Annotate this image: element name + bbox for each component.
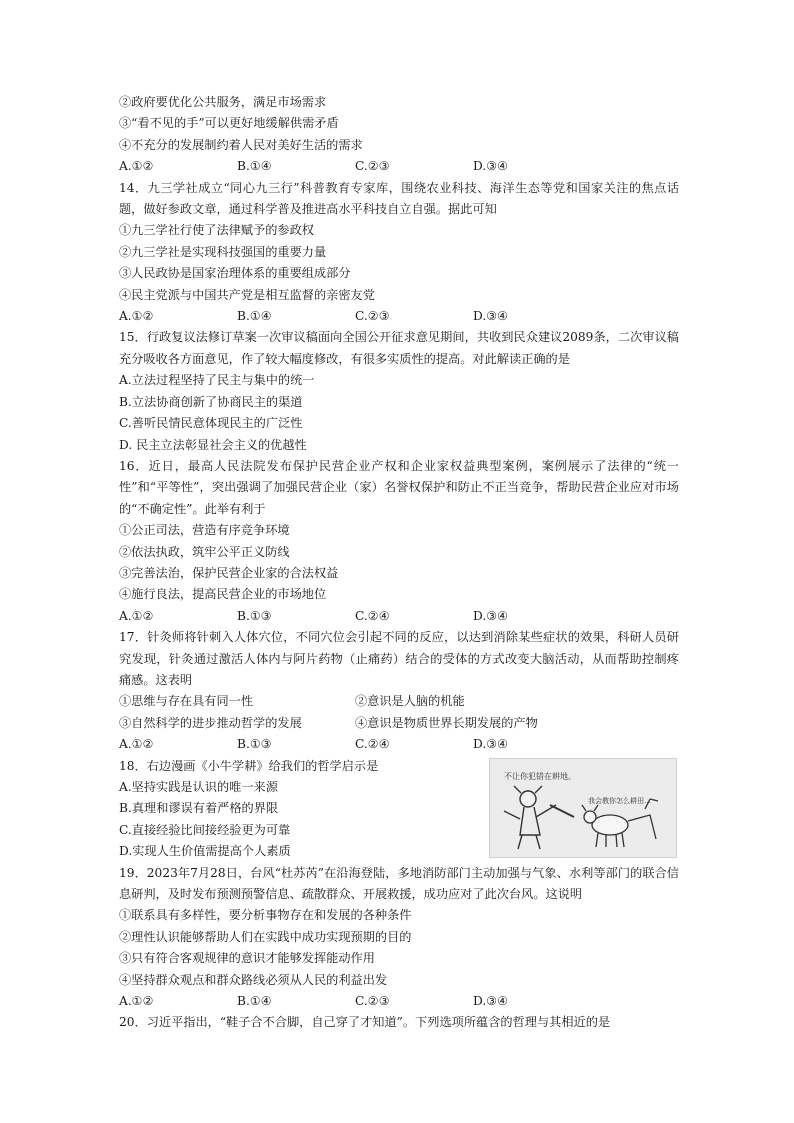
q16-stem: 16．近日，最高人民法院发布保护民营企业产权和企业家权益典型案例，案例展示了法律的“统一性”和“平等性”，突出强调了加强民营企业（家）名誉权保护和防止不正当竞争，帮助民营企业应对市场的“不确定性”。此举有利于 — [119, 458, 679, 516]
exam-page — [119, 92, 679, 1034]
cartoon-caption-right: 我会教你怎么耕田… — [588, 796, 651, 805]
option-c[interactable]: C.②③ — [355, 994, 390, 1009]
option-a[interactable]: A.①② — [119, 608, 154, 623]
q14-item-1: ①九三学社行使了法律赋予的参政权 — [119, 223, 314, 238]
q17-item-1: ①思维与存在具有同一性 — [119, 694, 254, 709]
q13-item-3: ③“看不见的手”可以更好地缓解供需矛盾 — [119, 116, 339, 131]
option-d[interactable]: D.③④ — [473, 737, 509, 752]
option-d[interactable]: D.③④ — [473, 608, 509, 623]
q16-item-2: ②依法执政，筑牢公平正义防线 — [119, 544, 290, 559]
small-ox-figure — [582, 799, 658, 847]
option-a[interactable]: A.①② — [119, 309, 154, 324]
q17-items-row-1 — [119, 691, 679, 712]
q15-option-c[interactable]: C.善听民情民意体现民主的广泛性 — [119, 416, 303, 431]
q16-item-1: ①公正司法，营造有序竞争环境 — [119, 523, 290, 538]
q17-item-3: ③自然科学的进步推动哲学的发展 — [119, 715, 302, 730]
option-a[interactable]: A.①② — [119, 737, 154, 752]
option-d[interactable]: D.③④ — [473, 309, 509, 324]
q19-stem: 19．2023年7月28日，台风“杜苏芮”在沿海登陆，多地消防部门主动加强与气象、水利等部门的联合信息研判，及时发布预测预警信息、疏散群众、开展救援，成功应对了此次台风。这说明 — [119, 865, 679, 902]
q18-stem: 18．右边漫画《小牛学耕》给我们的哲学启示是 — [119, 758, 379, 773]
cartoon-drawing — [490, 759, 676, 857]
q20-stem: 20．习近平指出，“鞋子合不合脚，自己穿了才知道”。下列选项所蕴含的哲理与其相近的是 — [119, 1015, 611, 1030]
q14-options — [119, 306, 679, 327]
q17-items-row-2 — [119, 713, 679, 734]
q13-item-4: ④不充分的发展制约着人民对美好生活的需求 — [119, 137, 363, 152]
option-b[interactable]: B.①③ — [237, 608, 272, 623]
option-b[interactable]: B.①④ — [237, 994, 272, 1009]
cartoon-image — [489, 758, 677, 858]
option-c[interactable]: C.②③ — [355, 159, 390, 174]
q15-option-d[interactable]: D. 民主立法彰显社会主义的优越性 — [119, 437, 307, 452]
q19-item-1: ①联系具有多样性，要分析事物存在和发展的各种条件 — [119, 908, 412, 923]
q14-item-3: ③人民政协是国家治理体系的重要组成部分 — [119, 266, 351, 281]
option-b[interactable]: B.①③ — [237, 737, 272, 752]
q19-item-4: ④坚持群众观点和群众路线必须从人民的利益出发 — [119, 972, 388, 987]
option-c[interactable]: C.②③ — [355, 309, 390, 324]
q19-item-2: ②理性认识能够帮助人们在实践中成功实现预期的目的 — [119, 929, 412, 944]
cartoon-caption-left: 不让你犯错在耕地。 — [504, 771, 576, 781]
option-d[interactable]: D.③④ — [473, 994, 509, 1009]
q19-options — [119, 991, 679, 1012]
q17-item-4: ④意识是物质世界长期发展的产物 — [355, 715, 538, 730]
option-d[interactable]: D.③④ — [473, 159, 509, 174]
option-a[interactable]: A.①② — [119, 994, 154, 1009]
q16-options — [119, 606, 679, 627]
q14-stem: 14．九三学社成立“同心九三行”科普教育专家库，围绕农业科技、海洋生态等党和国家关注的焦点话题，做好参政文章，通过科学普及推进高水平科技自立自强。据此可知 — [119, 180, 679, 217]
q13-item-2: ②政府要优化公共服务，满足市场需求 — [119, 95, 327, 109]
option-a[interactable]: A.①② — [119, 159, 154, 174]
q17-item-2: ②意识是人脑的机能 — [355, 694, 465, 709]
q18-option-d[interactable]: D.实现人生价值需提高个人素质 — [119, 844, 291, 859]
q17-options — [119, 734, 679, 755]
q14-item-2: ②九三学社是实现科技强国的重要力量 — [119, 244, 327, 259]
option-b[interactable]: B.①④ — [237, 309, 272, 324]
q14-item-4: ④民主党派与中国共产党是相互监督的亲密友党 — [119, 287, 375, 302]
option-c[interactable]: C.②④ — [355, 737, 390, 752]
option-b[interactable]: B.①④ — [237, 159, 272, 174]
q16-item-4: ④施行良法，提高民营企业的市场地位 — [119, 587, 327, 602]
q15-stem: 15．行政复议法修订草案一次审议稿面向全国公开征求意见期间，共收到民众建议2089条，二次审议稿充分吸收各方面意见，作了较大幅度修改，有很多实质性的提高。对此解读正确的是 — [119, 330, 679, 366]
q16-item-3: ③完善法治，保护民营企业家的合法权益 — [119, 565, 339, 580]
big-ox-figure — [504, 786, 574, 849]
q18-block — [119, 756, 679, 863]
q19-item-3: ③只有符合客观规律的意识才能够发挥能动作用 — [119, 951, 375, 966]
q15-option-a[interactable]: A.立法过程坚持了民主与集中的统一 — [119, 373, 315, 388]
q17-stem: 17．针灸师将针刺入人体穴位，不同穴位会引起不同的反应，以达到消除某些症状的效果，科研人员研究发现，针灸通过激活人体内与阿片药物（止痛药）结合的受体的方式改变大脑活动，从而帮助控制疼痛感。这表明 — [119, 630, 679, 687]
q18-option-b[interactable]: B.真理和谬误有着严格的界限 — [119, 801, 279, 816]
q13-options — [119, 156, 679, 177]
q18-option-c[interactable]: C.直接经验比间接经验更为可靠 — [119, 822, 291, 837]
option-c[interactable]: C.②④ — [355, 608, 390, 623]
q15-option-b[interactable]: B.立法协商创新了协商民主的渠道 — [119, 394, 303, 409]
q18-option-a[interactable]: A.坚持实践是认识的唯一来源 — [119, 780, 278, 794]
